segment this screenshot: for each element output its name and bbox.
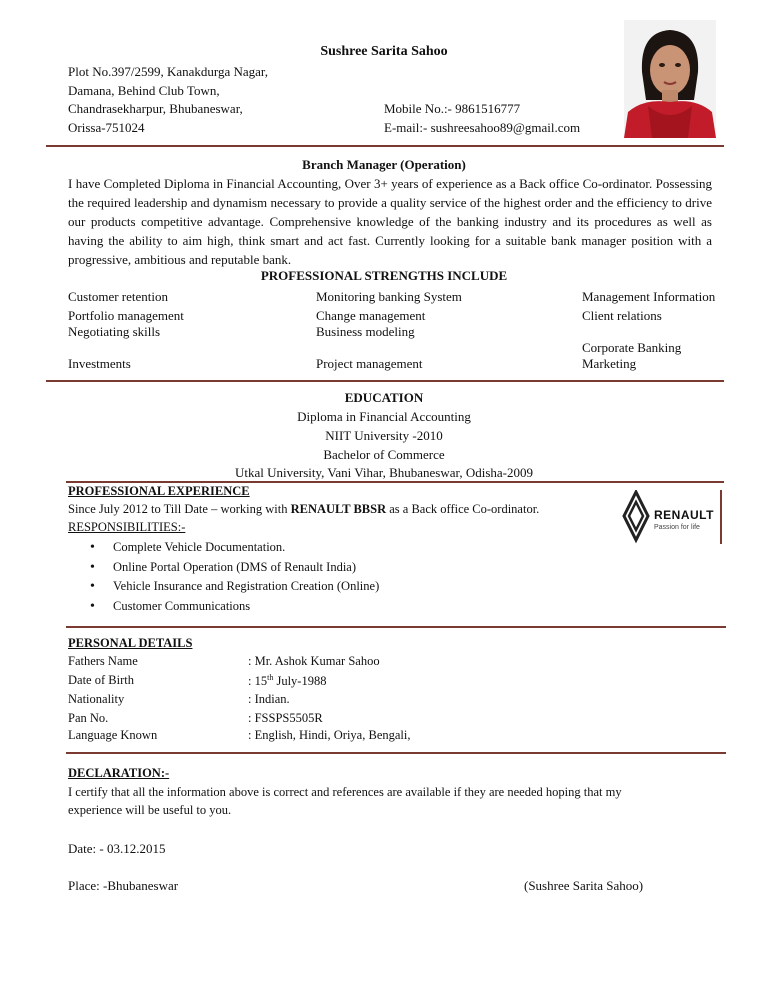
- dob-value: [248, 673, 326, 689]
- strengths-title: PROFESSIONAL STRENGTHS INCLUDE: [260, 268, 508, 283]
- declaration-line-1: I certify that all the information above is correct and references are available if they are needed hoping that my: [68, 785, 622, 799]
- list-item: • Vehicle Insurance and Registration Creation (Online): [90, 577, 379, 597]
- address-line-1: Plot No.397/2599, Kanakdurga Nagar,: [68, 64, 268, 79]
- education-line: NIIT University -2010: [325, 428, 443, 443]
- education-line: Diploma in Financial Accounting: [297, 409, 471, 424]
- list-item: • Customer Communications: [90, 597, 379, 617]
- declaration-title: DECLARATION:-: [68, 766, 170, 780]
- divider-3: [66, 481, 724, 483]
- language-label: Language Known: [68, 728, 158, 742]
- nationality-value: : Indian.: [248, 692, 290, 706]
- strength-item: Business modeling: [316, 324, 415, 339]
- strength-item: Management Information: [582, 289, 716, 304]
- strength-item: Investments: [68, 356, 131, 371]
- objective-title: Branch Manager (Operation): [302, 157, 466, 172]
- strength-item: Client relations: [582, 308, 662, 323]
- personal-title: PERSONAL DETAILS: [68, 636, 193, 650]
- company-name: RENAULT BBSR: [290, 502, 387, 516]
- strength-item: Portfolio management: [68, 308, 184, 323]
- divider-5: [66, 752, 726, 754]
- email-address: E-mail:- sushreesahoo89@gmail.com: [384, 120, 581, 135]
- address-line-4: Orissa-751024: [68, 120, 145, 135]
- experience-title: PROFESSIONAL EXPERIENCE: [68, 484, 250, 498]
- signature-name: (Sushree Sarita Sahoo): [524, 878, 644, 893]
- education-line: Utkal University, Vani Vihar, Bhubaneswar, Odisha-2009: [235, 465, 533, 480]
- experience-line-suffix: as a Back office Co-ordinator.: [386, 502, 540, 516]
- responsibilities-title: RESPONSIBILITIES:-: [68, 520, 186, 534]
- address-line-3: Chandrasekharpur, Bhubaneswar,: [68, 101, 243, 116]
- dob-label: Date of Birth: [68, 673, 134, 687]
- father-value: : Mr. Ashok Kumar Sahoo: [248, 654, 380, 668]
- education-title: EDUCATION: [344, 390, 424, 405]
- dob-month-year: July-1988: [273, 674, 327, 689]
- mobile-number: Mobile No.:- 9861516777: [384, 101, 521, 116]
- address-line-2: Damana, Behind Club Town,: [68, 83, 220, 98]
- language-value: : English, Hindi, Oriya, Bengali,: [248, 728, 411, 742]
- logo-tagline: Passion for life: [654, 524, 700, 531]
- declaration-place: Place: -Bhubaneswar: [68, 878, 179, 893]
- declaration-date: Date: - 03.12.2015: [68, 841, 166, 856]
- list-item: • Online Portal Operation (DMS of Renault India): [90, 558, 379, 578]
- list-item: • Complete Vehicle Documentation.: [90, 538, 379, 558]
- logo-wordmark: RENAULT: [654, 508, 714, 522]
- candidate-name: Sushree Sarita Sahoo: [320, 44, 448, 59]
- strength-item: Corporate Banking: [582, 340, 682, 355]
- objective-text: I have Completed Diploma in Financial Accounting, Over 3+ years of experience as a Back office Co-ordinator. Possessing the required leadership and dynamism necessary to provide a quality service of the highest order and the efficiency to drive our products competitive advantage. Comprehensive knowledge of the banking industry and its procedures as well as having the ability to aim high, think smart and act fast. Currently looking for a suitable bank manager position with a progressive, ambitious and reputable bank.: [68, 176, 712, 267]
- strength-item: Negotiating skills: [68, 324, 161, 339]
- divider-2: [46, 380, 724, 382]
- responsibilities-list: [90, 538, 379, 616]
- divider-4: [66, 626, 726, 628]
- divider-1: [46, 145, 724, 147]
- strength-item: Marketing: [582, 356, 637, 371]
- declaration-line-2: experience will be useful to you.: [68, 803, 232, 817]
- father-label: Fathers Name: [68, 654, 138, 668]
- profile-photo: [624, 20, 716, 138]
- experience-line: [68, 502, 539, 517]
- dob-suffix: th: [267, 673, 274, 682]
- nationality-label: Nationality: [68, 692, 125, 706]
- pan-label: Pan No.: [68, 711, 109, 725]
- strength-item: Customer retention: [68, 289, 169, 304]
- strength-item: Change management: [316, 308, 426, 323]
- strength-item: Monitoring banking System: [316, 289, 462, 304]
- strength-item: Project management: [316, 356, 423, 371]
- dob-day: : 15: [248, 674, 268, 689]
- education-line: Bachelor of Commerce: [323, 447, 445, 462]
- experience-line-prefix: Since July 2012 to Till Date – working with: [68, 502, 291, 516]
- pan-value: : FSSPS5505R: [248, 711, 323, 725]
- renault-logo: [622, 490, 722, 544]
